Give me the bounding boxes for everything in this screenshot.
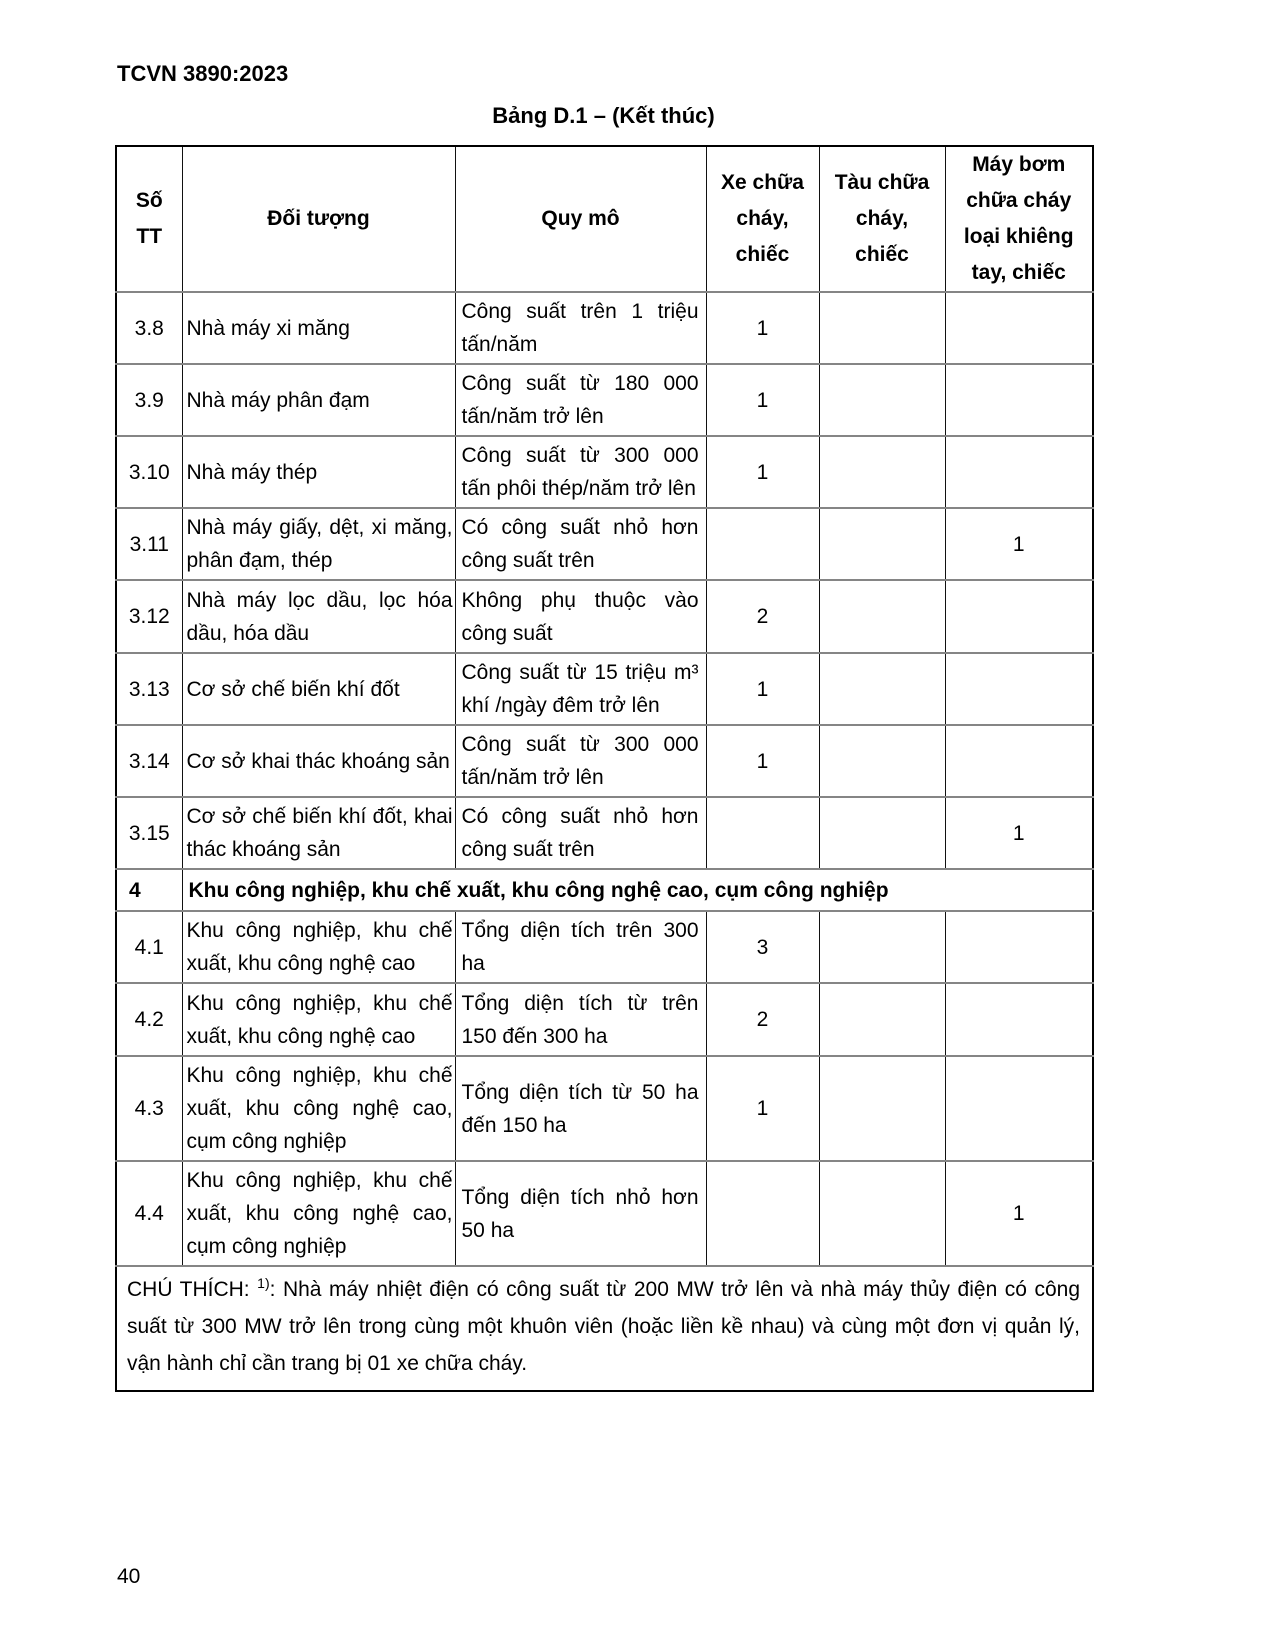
section-row bbox=[116, 869, 1093, 911]
cell-stt: 4.1 bbox=[116, 911, 182, 983]
cell-quy-mo: Tổng diện tích trên 300 ha bbox=[455, 911, 706, 983]
col-header-xe-chua-chay: Xe chữa cháy, chiếc bbox=[706, 146, 819, 292]
cell-tau-chua-chay bbox=[819, 292, 945, 364]
cell-xe-chua-chay bbox=[706, 508, 819, 580]
table-row bbox=[116, 580, 1093, 653]
cell-doi-tuong: Khu công nghiệp, khu chế xuất, khu công nghệ cao, cụm công nghiệp bbox=[182, 1056, 455, 1161]
cell-stt: 4.2 bbox=[116, 983, 182, 1056]
section-number: 4 bbox=[116, 869, 182, 911]
table-header bbox=[116, 146, 1093, 292]
cell-may-bom bbox=[945, 580, 1093, 653]
cell-may-bom bbox=[945, 436, 1093, 508]
cell-tau-chua-chay bbox=[819, 911, 945, 983]
cell-quy-mo: Có công suất nhỏ hơn công suất trên bbox=[455, 508, 706, 580]
col-header-may-bom: Máy bơm chữa cháy loại khiêng tay, chiếc bbox=[945, 146, 1093, 292]
cell-tau-chua-chay bbox=[819, 1056, 945, 1161]
table-row bbox=[116, 364, 1093, 436]
table-title: Bảng D.1 – (Kết thúc) bbox=[492, 103, 715, 128]
note-superscript: 1) bbox=[257, 1275, 270, 1291]
cell-doi-tuong: Cơ sở chế biến khí đốt bbox=[182, 653, 455, 725]
cell-may-bom: 1 bbox=[945, 1161, 1093, 1266]
cell-tau-chua-chay bbox=[819, 436, 945, 508]
equipment-table bbox=[115, 145, 1094, 1392]
cell-xe-chua-chay: 1 bbox=[706, 725, 819, 797]
cell-xe-chua-chay: 1 bbox=[706, 653, 819, 725]
col-header-quy-mo: Quy mô bbox=[455, 146, 706, 292]
cell-doi-tuong: Khu công nghiệp, khu chế xuất, khu công nghệ cao, cụm công nghiệp bbox=[182, 1161, 455, 1266]
cell-quy-mo: Tổng diện tích từ trên 150 đến 300 ha bbox=[455, 983, 706, 1056]
cell-may-bom: 1 bbox=[945, 508, 1093, 580]
cell-stt: 3.9 bbox=[116, 364, 182, 436]
col-header-doi-tuong: Đối tượng bbox=[182, 146, 455, 292]
note-cell bbox=[116, 1266, 1093, 1391]
cell-quy-mo: Có công suất nhỏ hơn công suất trên bbox=[455, 797, 706, 869]
cell-xe-chua-chay: 3 bbox=[706, 911, 819, 983]
cell-stt: 3.13 bbox=[116, 653, 182, 725]
cell-tau-chua-chay bbox=[819, 983, 945, 1056]
col-header-stt: Số TT bbox=[116, 146, 182, 292]
cell-may-bom: 1 bbox=[945, 797, 1093, 869]
col-header-tau-chua-chay: Tàu chữa cháy, chiếc bbox=[819, 146, 945, 292]
cell-xe-chua-chay: 2 bbox=[706, 983, 819, 1056]
cell-tau-chua-chay bbox=[819, 364, 945, 436]
cell-may-bom bbox=[945, 653, 1093, 725]
header-row bbox=[116, 146, 1093, 292]
cell-xe-chua-chay bbox=[706, 1161, 819, 1266]
table-row bbox=[116, 1161, 1093, 1266]
cell-doi-tuong: Nhà máy xi măng bbox=[182, 292, 455, 364]
table-body bbox=[116, 292, 1093, 1266]
cell-may-bom bbox=[945, 725, 1093, 797]
cell-doi-tuong: Cơ sở chế biến khí đốt, khai thác khoáng sản bbox=[182, 797, 455, 869]
note-row bbox=[116, 1266, 1093, 1391]
cell-stt: 3.12 bbox=[116, 580, 182, 653]
cell-stt: 4.3 bbox=[116, 1056, 182, 1161]
cell-doi-tuong: Khu công nghiệp, khu chế xuất, khu công nghệ cao bbox=[182, 911, 455, 983]
cell-quy-mo: Không phụ thuộc vào công suất bbox=[455, 580, 706, 653]
cell-tau-chua-chay bbox=[819, 508, 945, 580]
cell-xe-chua-chay: 1 bbox=[706, 1056, 819, 1161]
note-body: : Nhà máy nhiệt điện có công suất từ 200 MW trở lên và nhà máy thủy điện có công suất từ 300 MW trở lên trong cùng một khuôn viên (hoặc liền kề nhau) và cùng một đơn vị quản lý, vận hành chỉ cần trang bị 01 xe chữa cháy. bbox=[127, 1278, 1081, 1375]
cell-doi-tuong: Nhà máy lọc dầu, lọc hóa dầu, hóa dầu bbox=[182, 580, 455, 653]
cell-may-bom bbox=[945, 983, 1093, 1056]
cell-doi-tuong: Nhà máy giấy, dệt, xi măng, phân đạm, thép bbox=[182, 508, 455, 580]
table-row bbox=[116, 911, 1093, 983]
cell-may-bom bbox=[945, 292, 1093, 364]
cell-quy-mo: Công suất từ 300 000 tấn/năm trở lên bbox=[455, 725, 706, 797]
table-row bbox=[116, 292, 1093, 364]
note-section bbox=[116, 1266, 1093, 1391]
table-row bbox=[116, 436, 1093, 508]
table-row bbox=[116, 653, 1093, 725]
table-row bbox=[116, 797, 1093, 869]
cell-tau-chua-chay bbox=[819, 797, 945, 869]
table-row bbox=[116, 508, 1093, 580]
cell-may-bom bbox=[945, 1056, 1093, 1161]
cell-doi-tuong: Cơ sở khai thác khoáng sản bbox=[182, 725, 455, 797]
cell-quy-mo: Tổng diện tích nhỏ hơn 50 ha bbox=[455, 1161, 706, 1266]
cell-stt: 3.11 bbox=[116, 508, 182, 580]
cell-xe-chua-chay bbox=[706, 797, 819, 869]
table-row bbox=[116, 983, 1093, 1056]
cell-xe-chua-chay: 2 bbox=[706, 580, 819, 653]
cell-doi-tuong: Nhà máy phân đạm bbox=[182, 364, 455, 436]
cell-tau-chua-chay bbox=[819, 1161, 945, 1266]
table-row bbox=[116, 1056, 1093, 1161]
cell-stt: 3.14 bbox=[116, 725, 182, 797]
section-title: Khu công nghiệp, khu chế xuất, khu công nghệ cao, cụm công nghiệp bbox=[182, 869, 1093, 911]
cell-stt: 3.8 bbox=[116, 292, 182, 364]
cell-tau-chua-chay bbox=[819, 580, 945, 653]
table-row bbox=[116, 725, 1093, 797]
cell-xe-chua-chay: 1 bbox=[706, 436, 819, 508]
cell-tau-chua-chay bbox=[819, 725, 945, 797]
cell-stt: 4.4 bbox=[116, 1161, 182, 1266]
cell-stt: 3.15 bbox=[116, 797, 182, 869]
cell-quy-mo: Công suất từ 300 000 tấn phôi thép/năm trở lên bbox=[455, 436, 706, 508]
cell-xe-chua-chay: 1 bbox=[706, 364, 819, 436]
cell-quy-mo: Công suất từ 180 000 tấn/năm trở lên bbox=[455, 364, 706, 436]
cell-doi-tuong: Khu công nghiệp, khu chế xuất, khu công nghệ cao bbox=[182, 983, 455, 1056]
cell-quy-mo: Tổng diện tích từ 50 ha đến 150 ha bbox=[455, 1056, 706, 1161]
cell-tau-chua-chay bbox=[819, 653, 945, 725]
cell-may-bom bbox=[945, 364, 1093, 436]
cell-quy-mo: Công suất trên 1 triệu tấn/năm bbox=[455, 292, 706, 364]
cell-doi-tuong: Nhà máy thép bbox=[182, 436, 455, 508]
cell-xe-chua-chay: 1 bbox=[706, 292, 819, 364]
cell-stt: 3.10 bbox=[116, 436, 182, 508]
note-prefix: CHÚ THÍCH: bbox=[127, 1278, 258, 1301]
cell-quy-mo: Công suất từ 15 triệu m³ khí /ngày đêm trở lên bbox=[455, 653, 706, 725]
document-code: TCVN 3890:2023 bbox=[117, 61, 289, 86]
page-number: 40 bbox=[117, 1565, 141, 1588]
cell-may-bom bbox=[945, 911, 1093, 983]
